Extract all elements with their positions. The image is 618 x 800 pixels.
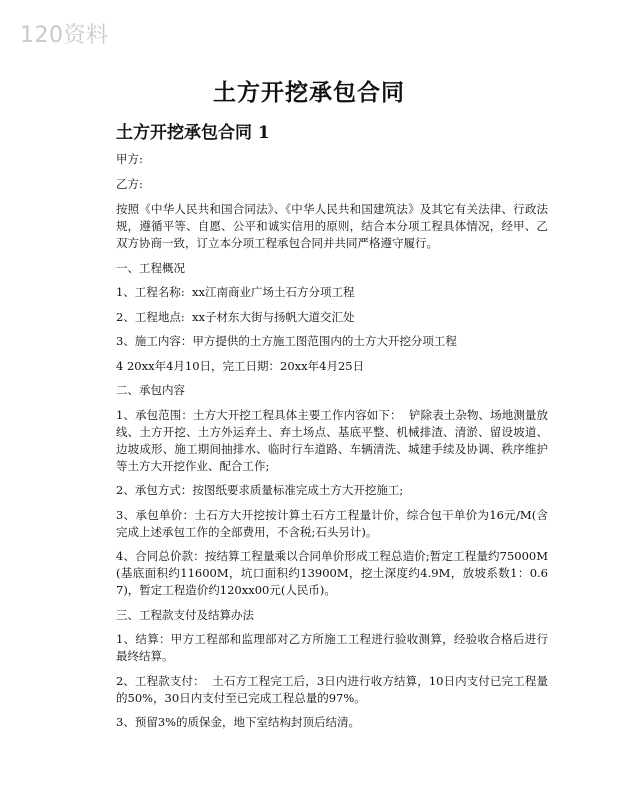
watermark-logo: 120资料 [20,23,109,48]
intro-paragraph: 按照《中华人民共和国合同法》、《中华人民共和国建筑法》及其它有关法律、行政法规，遵循平等、自愿、公平和诚实信用的原则，结合本分项工程具体情况，经甲、乙双方协商一致，订立本分项工程承包合同并共同严格遵守履行。 [116,202,548,250]
section-heading-overview: 一、工程概况 [116,260,185,275]
construction-content: 3、施工内容：甲方提供的土方施工图范围内的土方大开挖分项工程 [116,334,457,348]
contract-method: 2、承包方式：按图纸要求质量标准完成土方大开挖施工; [116,483,404,497]
total-price: 4、合同总价款：按结算工程量乘以合同单价形成工程总造价;暂定工程量约75000M(基底面积约11600M，坑口面积约13900M，挖土深度约4.9M，放坡系数1：0.67)，暂定工程造价约120xx00元(人民币)。 [116,549,548,597]
section-heading-scope: 二、承包内容 [116,383,185,397]
party-a-line: 甲方: [116,152,143,166]
document-body [116,151,548,739]
document-title: 土方开挖承包合同 [213,79,405,106]
construction-dates: 4 20xx年4月10日，完工日期：20xx年4月25日 [116,358,365,373]
scope-of-work: 1、承包范围：土方大开挖工程具体主要工作内容如下： 铲除表土杂物、场地测量放线、土方开挖、土方外运弃土、弃土场点、基底平整、机械排渣、清淤、留设坡道、边坡成形、施工期间抽排水、临时行车道路、车辆清洗、城建手续及协调、秩序维护等土方大开挖作业、配合工作; [116,407,548,473]
payment-clause: 2、工程款支付： 土石方工程完工后，3日内进行收方结算，10日内支付已完工程量的50%，30日内支付至已完成工程总量的97%。 [116,673,548,705]
settlement-clause: 1、结算：甲方工程部和监理部对乙方所施工工程进行验收测算，经验收合格后进行最终结算。 [116,632,548,663]
section-heading-payment: 三、工程款支付及结算办法 [116,607,254,622]
project-location: 2、工程地点: xx子材东大街与扬帆大道交汇处 [116,309,355,324]
project-name: 1、工程名称: xx江南商业广场土石方分项工程 [116,285,355,299]
retention-clause: 3、预留3%的质保金，地下室结构封顶后结清。 [116,715,361,729]
party-b-line: 乙方: [116,177,143,191]
document-subtitle: 土方开挖承包合同 1 [116,123,270,143]
unit-price: 3、承包单价：土石方大开挖按计算土石方工程量计价，综合包干单价为16元/M(含完成上述承包工作的全部费用，不含税;石头另计)。 [116,507,548,539]
